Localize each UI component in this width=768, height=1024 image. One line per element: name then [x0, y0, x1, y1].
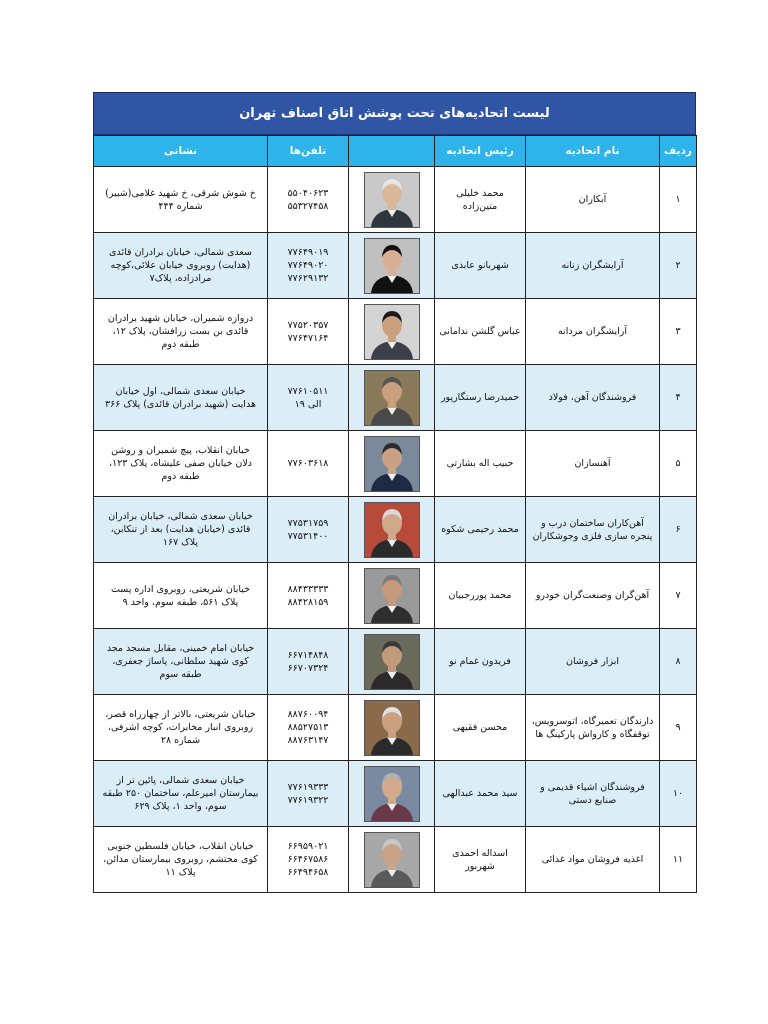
phone-number: ۸۸۵۲۷۵۱۳: [287, 722, 329, 733]
row-index: ۳: [660, 299, 697, 365]
row-index: ۱: [660, 167, 697, 233]
union-name: آهنسازان: [526, 431, 660, 497]
head-photo-cell: [349, 563, 435, 629]
union-name: دارندگان تعمیرگاه، اتوسرویس، توقفگاه و کارواش پارکینگ ها: [526, 695, 660, 761]
phone-number: ۷۷۶۲۹۱۳۲: [287, 273, 329, 284]
union-address: خیابان سعدی شمالی، خیابان برادران قائدی (خیابان هدایت) بعد از تنکابن، پلاک ۱۶۷: [94, 497, 268, 563]
union-address: خیابان شریعتی، روبروی اداره پست پلاک ۵۶۱، طبقه سوم، واحد ۹: [94, 563, 268, 629]
phone-numbers: [268, 695, 349, 761]
phone-number: ۷۷۶۴۹۰۱۹: [287, 247, 329, 258]
union-head-name: عباس گلشن ندامانی: [435, 299, 526, 365]
table-row: [94, 563, 697, 629]
union-address: خ شوش شرقی، خ شهید غلامی(شبیر) شماره ۴۴۴: [94, 167, 268, 233]
head-portrait-photo: [364, 634, 420, 690]
phone-number: ۷۷۶۱۹۳۲۲: [287, 794, 329, 806]
phone-number: ۸۸۴۳۳۳۳۳: [287, 583, 329, 595]
head-photo-cell: [349, 431, 435, 497]
row-index: ۷: [660, 563, 697, 629]
phone-numbers: [268, 233, 349, 299]
phone-numbers: [268, 761, 349, 827]
phone-number: ۷۷۶۱۰۵۱۱: [287, 385, 329, 397]
head-portrait-photo: [364, 370, 420, 426]
row-index: ۶: [660, 497, 697, 563]
table-row: [94, 827, 697, 893]
head-portrait-photo: [364, 766, 420, 822]
union-head-name: حبیب اله بشارتی: [435, 431, 526, 497]
union-head-name: فریدون غمام نو: [435, 629, 526, 695]
head-photo-cell: [349, 365, 435, 431]
head-photo-cell: [349, 827, 435, 893]
col-header-photo: [349, 136, 435, 167]
table-row: [94, 299, 697, 365]
phone-number: ۷۷۵۲۰۳۵۷: [287, 319, 329, 331]
col-header-union: نام اتحادیه: [526, 136, 660, 167]
phone-numbers: [268, 827, 349, 893]
union-name: آهن‌گران وصنعت‌گران خودرو: [526, 563, 660, 629]
union-address: سعدی شمالی، خیابان برادران قائدی (هدایت) روبروی خیابان علائی،کوچه مرادزاده، پلاک۷: [94, 233, 268, 299]
table-row: [94, 365, 697, 431]
phone-numbers: [268, 497, 349, 563]
union-head-name: محمد خلیلی متین‌زاده: [435, 167, 526, 233]
phone-number: ۶۶۴۶۷۵۸۶: [287, 854, 329, 865]
union-name: فروشندگان اشیاء قدیمی و صنایع دستی: [526, 761, 660, 827]
union-address: خیابان شریعتی، بالاتر از چهارراه قصر، روبروی انبار مخابرات، کوچه اشرفی، شماره ۲۸: [94, 695, 268, 761]
head-portrait-photo: [364, 172, 420, 228]
phone-number: ۷۷۶۱۹۳۳۳: [287, 781, 329, 793]
union-name: اغذیه فروشان مواد غذائی: [526, 827, 660, 893]
head-photo-cell: [349, 629, 435, 695]
table-row: [94, 761, 697, 827]
table-row: [94, 167, 697, 233]
phone-number: ۵۵۳۲۷۴۵۸: [287, 200, 329, 212]
union-name: فروشندگان آهن، فولاد: [526, 365, 660, 431]
phone-numbers: [268, 563, 349, 629]
phone-number: ۷۷۶۰۳۶۱۸: [287, 458, 329, 469]
page-title: لیست اتحادیه‌های تحت پوشش اتاق اصناف تهران: [93, 92, 696, 135]
union-head-name: حمیدرضا رستگارپور: [435, 365, 526, 431]
row-index: ۱۱: [660, 827, 697, 893]
union-name: آرایشگران مردانه: [526, 299, 660, 365]
head-photo-cell: [349, 299, 435, 365]
row-index: ۸: [660, 629, 697, 695]
phone-number: ۷۷۵۳۱۷۵۹: [287, 517, 329, 529]
phone-numbers: [268, 365, 349, 431]
row-index: ۱۰: [660, 761, 697, 827]
row-index: ۲: [660, 233, 697, 299]
head-photo-cell: [349, 233, 435, 299]
union-address: خیابان انقلاب، پیچ شمیران و روشن دلان خیابان صفی علیشاه، پلاک ۱۲۳، طبقه دوم: [94, 431, 268, 497]
table-row: [94, 695, 697, 761]
row-index: ۴: [660, 365, 697, 431]
union-head-name: اسداله احمدی شهربور: [435, 827, 526, 893]
union-head-name: محمد پوررجبیان: [435, 563, 526, 629]
phone-number: ۶۶۷۰۷۳۲۴: [287, 662, 329, 674]
head-portrait-photo: [364, 502, 420, 558]
head-portrait-photo: [364, 436, 420, 492]
phone-number: ۵۵۰۴۰۶۲۳: [287, 187, 329, 199]
union-address: خیابان امام خمینی، مقابل مسجد مجد کوی شهید سلطانی، پاساژ جعفری، طبقه سوم: [94, 629, 268, 695]
union-head-name: سید محمد عبدالهی: [435, 761, 526, 827]
head-portrait-photo: [364, 832, 420, 888]
table-row: [94, 497, 697, 563]
union-list-sheet: [93, 92, 696, 893]
phone-numbers: [268, 431, 349, 497]
phone-number: ۸۸۴۲۸۱۵۹: [287, 596, 329, 608]
row-index: ۵: [660, 431, 697, 497]
phone-number: ۸۸۷۶۳۱۴۷: [287, 735, 329, 746]
phone-number: ۸۸۷۶۰۰۹۴: [287, 709, 329, 720]
header-row: [94, 136, 697, 167]
table-row: [94, 629, 697, 695]
union-name: آهن‌کاران ساختمان درب و پنجره سازی فلزی وجوشکاران: [526, 497, 660, 563]
head-portrait-photo: [364, 700, 420, 756]
union-head-name: محسن فقیهی: [435, 695, 526, 761]
union-address: خیابان سعدی شمالی، اول خیابان هدایت (شهید برادران قائدی) پلاک ۳۶۶: [94, 365, 268, 431]
phone-number: ۷۷۶۴۹۰۲۰: [287, 260, 329, 271]
col-header-address: نشانی: [94, 136, 268, 167]
phone-number: ۷۷۵۳۱۴۰۰: [287, 530, 329, 542]
phone-number: ۶۶۹۵۹۰۲۱: [287, 841, 329, 852]
head-portrait-photo: [364, 568, 420, 624]
col-header-phones: تلفن‌ها: [268, 136, 349, 167]
union-address: دروازه شمیران، خیابان شهید برادران قائدی بن بست زرافشان، پلاک ۱۲، طبقه دوم: [94, 299, 268, 365]
table-row: [94, 233, 697, 299]
phone-number: ۶۶۴۹۴۶۵۸: [287, 867, 329, 878]
phone-numbers: [268, 629, 349, 695]
table-row: [94, 431, 697, 497]
col-header-head: رئیس اتحادیه: [435, 136, 526, 167]
union-name: آبکاران: [526, 167, 660, 233]
phone-number: ۷۷۶۴۷۱۶۴: [287, 332, 329, 344]
phone-numbers: [268, 167, 349, 233]
head-photo-cell: [349, 497, 435, 563]
union-address: خیابان انقلاب، خیابان فلسطین جنوبی کوی محتشم، روبروی بیمارستان مدائن، پلاک ۱۱: [94, 827, 268, 893]
phone-number: الی ۱۹: [294, 398, 322, 410]
head-photo-cell: [349, 695, 435, 761]
row-index: ۹: [660, 695, 697, 761]
head-photo-cell: [349, 761, 435, 827]
union-head-name: شهربانو عابدی: [435, 233, 526, 299]
unions-table: [93, 135, 697, 893]
head-portrait-photo: [364, 304, 420, 360]
phone-number: ۶۶۷۱۴۸۴۸: [287, 649, 329, 661]
union-name: ابزار فروشان: [526, 629, 660, 695]
head-portrait-photo: [364, 238, 420, 294]
union-name: آرایشگران زنانه: [526, 233, 660, 299]
union-address: خیابان سعدی شمالی، پائین تر از بیمارستان امیرعلم، ساختمان ۲۵۰ طبقه سوم، واحد ۱، پلاک ۶۲۹: [94, 761, 268, 827]
head-photo-cell: [349, 167, 435, 233]
phone-numbers: [268, 299, 349, 365]
col-header-index: ردیف: [660, 136, 697, 167]
union-head-name: محمد رحیمی شکوه: [435, 497, 526, 563]
